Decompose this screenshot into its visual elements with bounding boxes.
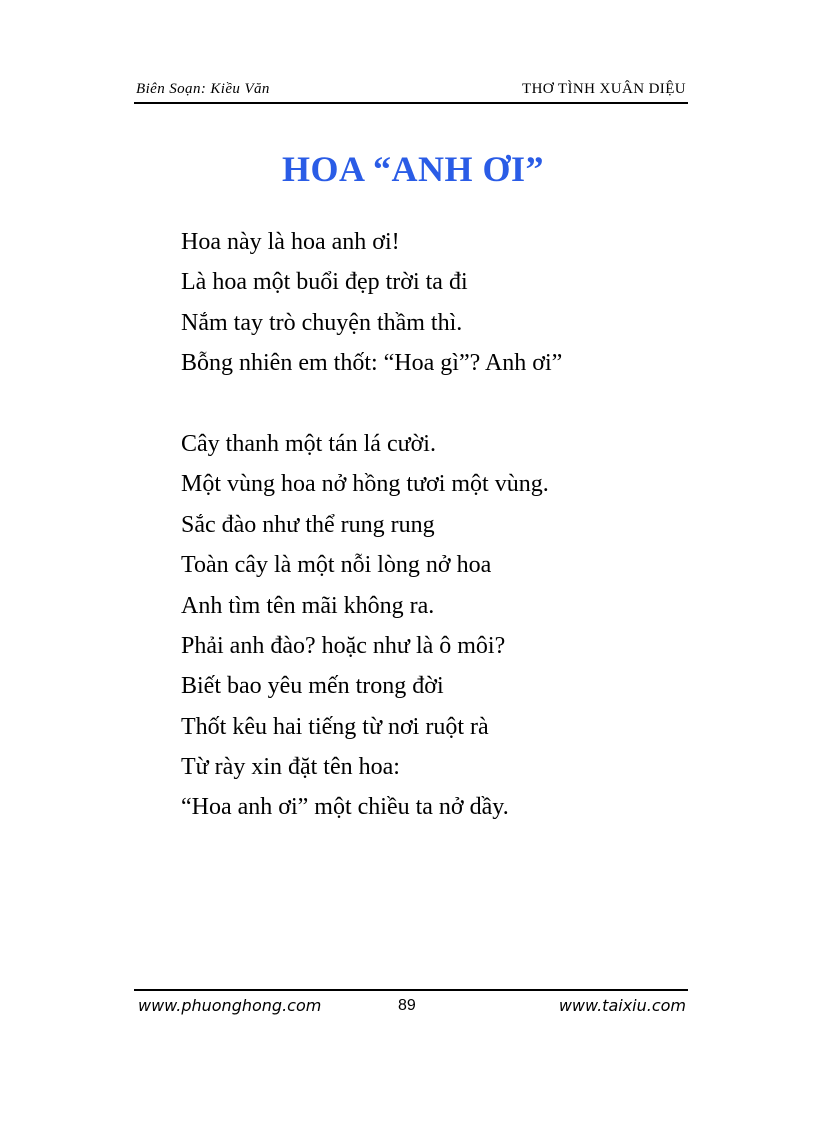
stanza: [181, 222, 562, 384]
poem-line: Sắc đào như thể rung rung: [181, 511, 435, 538]
poem-line: Cây thanh một tán lá cười.: [181, 430, 436, 457]
header-book-title: THƠ TÌNH XUÂN DIỆU: [522, 81, 686, 97]
stanza-gap: [181, 384, 562, 424]
poem-line: Toàn cây là một nỗi lòng nở hoa: [181, 552, 492, 579]
poem-line: Một vùng hoa nở hồng tươi một vùng.: [181, 471, 549, 498]
poem-line: Biết bao yêu mến trong đời: [181, 673, 444, 700]
stanza: [181, 424, 562, 828]
poem-line: Bỗng nhiên em thốt: “Hoa gì”? Anh ơi”: [181, 350, 563, 377]
footer-website-right: www.taixiu.com: [558, 996, 686, 1015]
poem-line: Anh tìm tên mãi không ra.: [181, 592, 435, 619]
page-header: [134, 78, 688, 104]
poem-title: HOA “ANH ƠI”: [281, 149, 545, 189]
footer-website-left: www.phuonghong.com: [138, 996, 322, 1015]
poem-line: Thốt kêu hai tiếng từ nơi ruột rà: [181, 713, 489, 740]
poem-line: Là hoa một buổi đẹp trời ta đi: [181, 269, 468, 296]
page-footer: [134, 989, 688, 1021]
poem-line: Nắm tay trò chuyện thầm thì.: [181, 309, 463, 336]
poem-line: Từ rày xin đặt tên hoa:: [181, 754, 400, 781]
header-author: Biên Soạn: Kiều Văn: [136, 81, 270, 97]
page-number: 89: [398, 997, 416, 1014]
poem-line: Phải anh đào? hoặc như là ô môi?: [181, 632, 506, 659]
poem-line: “Hoa anh ơi” một chiều ta nở dầy.: [181, 794, 509, 821]
poem-line: Hoa này là hoa anh ơi!: [181, 229, 400, 255]
poem-body: [181, 222, 562, 828]
